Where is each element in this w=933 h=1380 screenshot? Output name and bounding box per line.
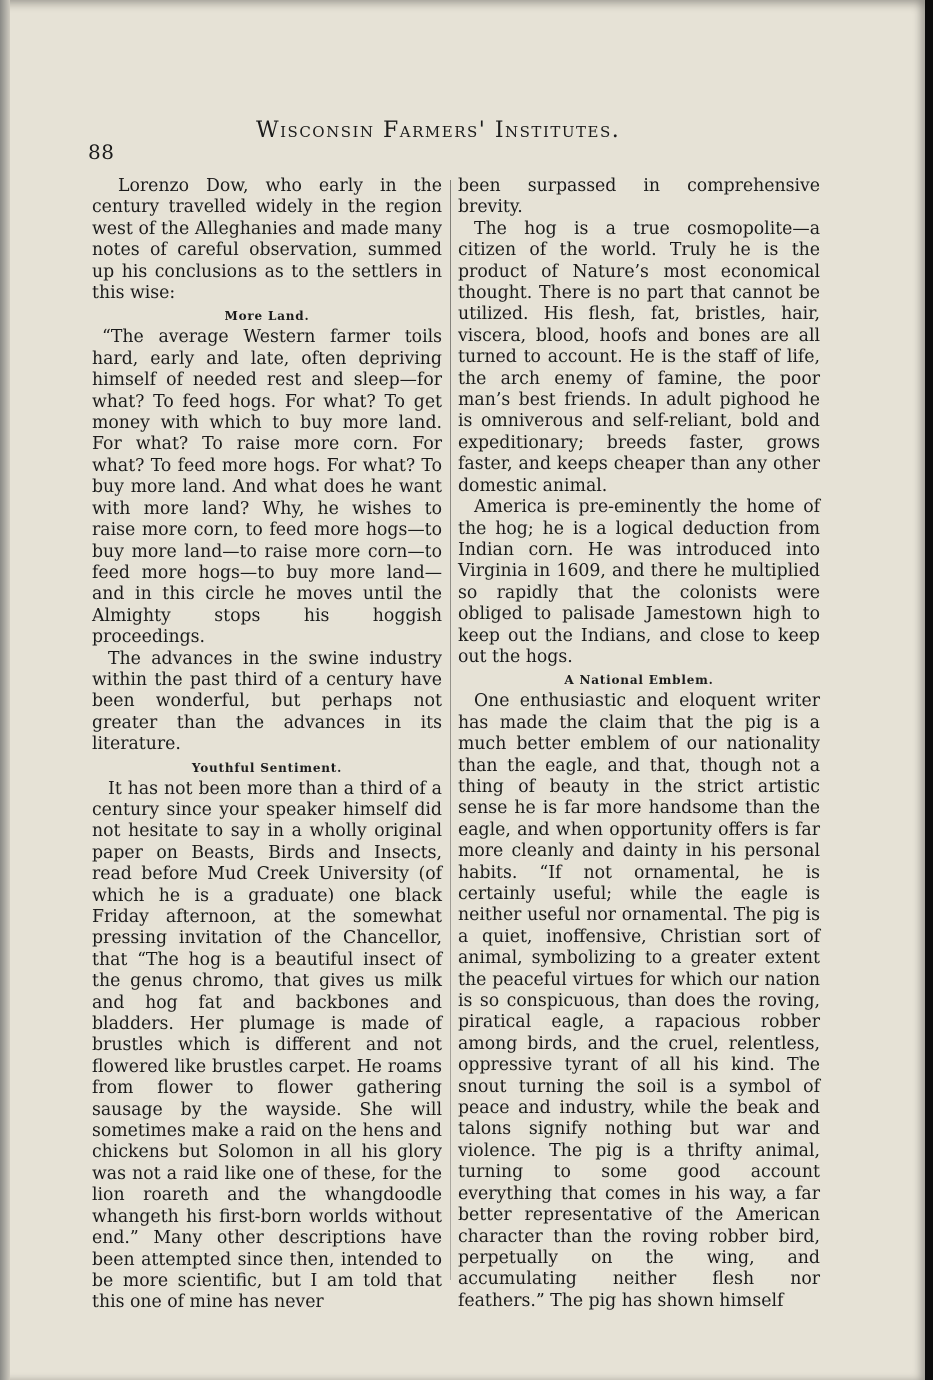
paragraph-speaker-paper: It has not been more than a third of a century since your speaker himself did not hesitate to say in a wholly original paper on Beasts, Birds and Insects, read before Mud Creek University (of which he is a graduate) one black Friday afternoon, at the somewhat pressing invitation of the Chancellor, that “The hog is a beautiful insect of the genus chromo, that gives us milk and hog fat and backbones and bladders. Her plumage is made of brustles which is different and not flowered like brustles carpet. He roams from flower to flower gathering sausage by the wayside. She will sometimes make a raid on the hens and chickens but Solomon in all his glory was not a raid like one of these, for the lion roareth and the whangdoodle whangeth his first-born worlds without end.” Many other descriptions have been attempted since then, intended to be more scientific, but I am told that this one of mine has never [92,778,442,1313]
section-heading-more-land: More Land. [224,309,310,324]
page-header [86,118,826,164]
section-heading-national-emblem: A National Emblem. [564,673,714,688]
paragraph-emblem: One enthusiastic and eloquent writer has made the claim that the pig is a much better emblem of our nationality than the eagle, and that, though not a thing of beauty in the strict artistic sense he is far more handsome than the eagle, and when opportunity offers is far more cleanly and dainty in his personal habits. “If not ornamental, he is certainly useful; while the eagle is neither useful nor ornamental. The pig is a quiet, inoffensive, Christian sort of animal, symbolizing to a greater extent the peaceful virtues for which our nation is so conspicuous, than does the roving, piratical eagle, a rapacious robber among birds, and the cruel, relentless, oppressive tyrant of all his kind. The snout turning the soil is a symbol of peace and industry, while the beak and talons signify nothing but war and violence. The pig is a thrifty animal, turning to some good account everything that comes in his way, a far better representative of the American character than the roving robber bird, perpetually on the wing, and accumulating neither flesh nor feathers.” The pig has shown himself [458,691,820,1311]
section-heading-youthful-sentiment: Youthful Sentiment. [191,760,343,775]
paragraph-lorenzo-dow: Lorenzo Dow, who early in the century travelled widely in the region west of the Alleghanies and made many notes of careful observation, summed up his conclusions as to the settlers in this wise: [92,176,442,304]
paragraph-america-home: America is pre-eminently the home of the hog; he is a logical deduction from Indian corn. He was introduced into Virginia in 1609, and there he multiplied so rapidly that the colonists were obliged to palisade Jamestown high to keep out the Indians, and close to keep out the hogs. [458,497,820,667]
paragraph-continuation: been surpassed in comprehensive brevity. [458,176,820,218]
left-column [92,176,442,1314]
page-edge-shadow [925,0,933,1380]
paragraph-swine-advances: The advances in the swine industry within the past third of a century have been wonderful, but perhaps not greater than the advances in its literature. [92,648,442,755]
running-title: Wisconsin Farmers' Institutes. [256,118,621,143]
right-column [458,176,820,1312]
paragraph-farmer-quote: “The average Western farmer toils hard, early and late, often depriving himself of needed rest and sleep—for what? To feed hogs. For what? To get money with which to buy more land. For what? To raise more corn. For what? To feed more hogs. For what? To buy more land. And what does he want with more land? Why, he wishes to raise more corn, to feed more hogs—to buy more land—to raise more corn—to feed more hogs—to buy more land—and in this circle he moves until the Almighty stops his hoggish proceedings. [92,327,442,648]
column-divider [450,180,451,1280]
page-number: 88 [88,140,115,164]
paragraph-cosmopolite: The hog is a true cosmopolite—a citizen of the world. Truly he is the product of Nature’s most economical thought. There is no part that cannot be utilized. His flesh, fat, bristles, hair, viscera, blood, hoofs and bones are all turned to account. He is the staff of life, the arch enemy of famine, the poor man’s best friends. In adult pighood he is omniverous and self-reliant, bold and expeditionary; breeds faster, grows faster, and keeps cheaper than any other domestic animal. [458,218,820,496]
